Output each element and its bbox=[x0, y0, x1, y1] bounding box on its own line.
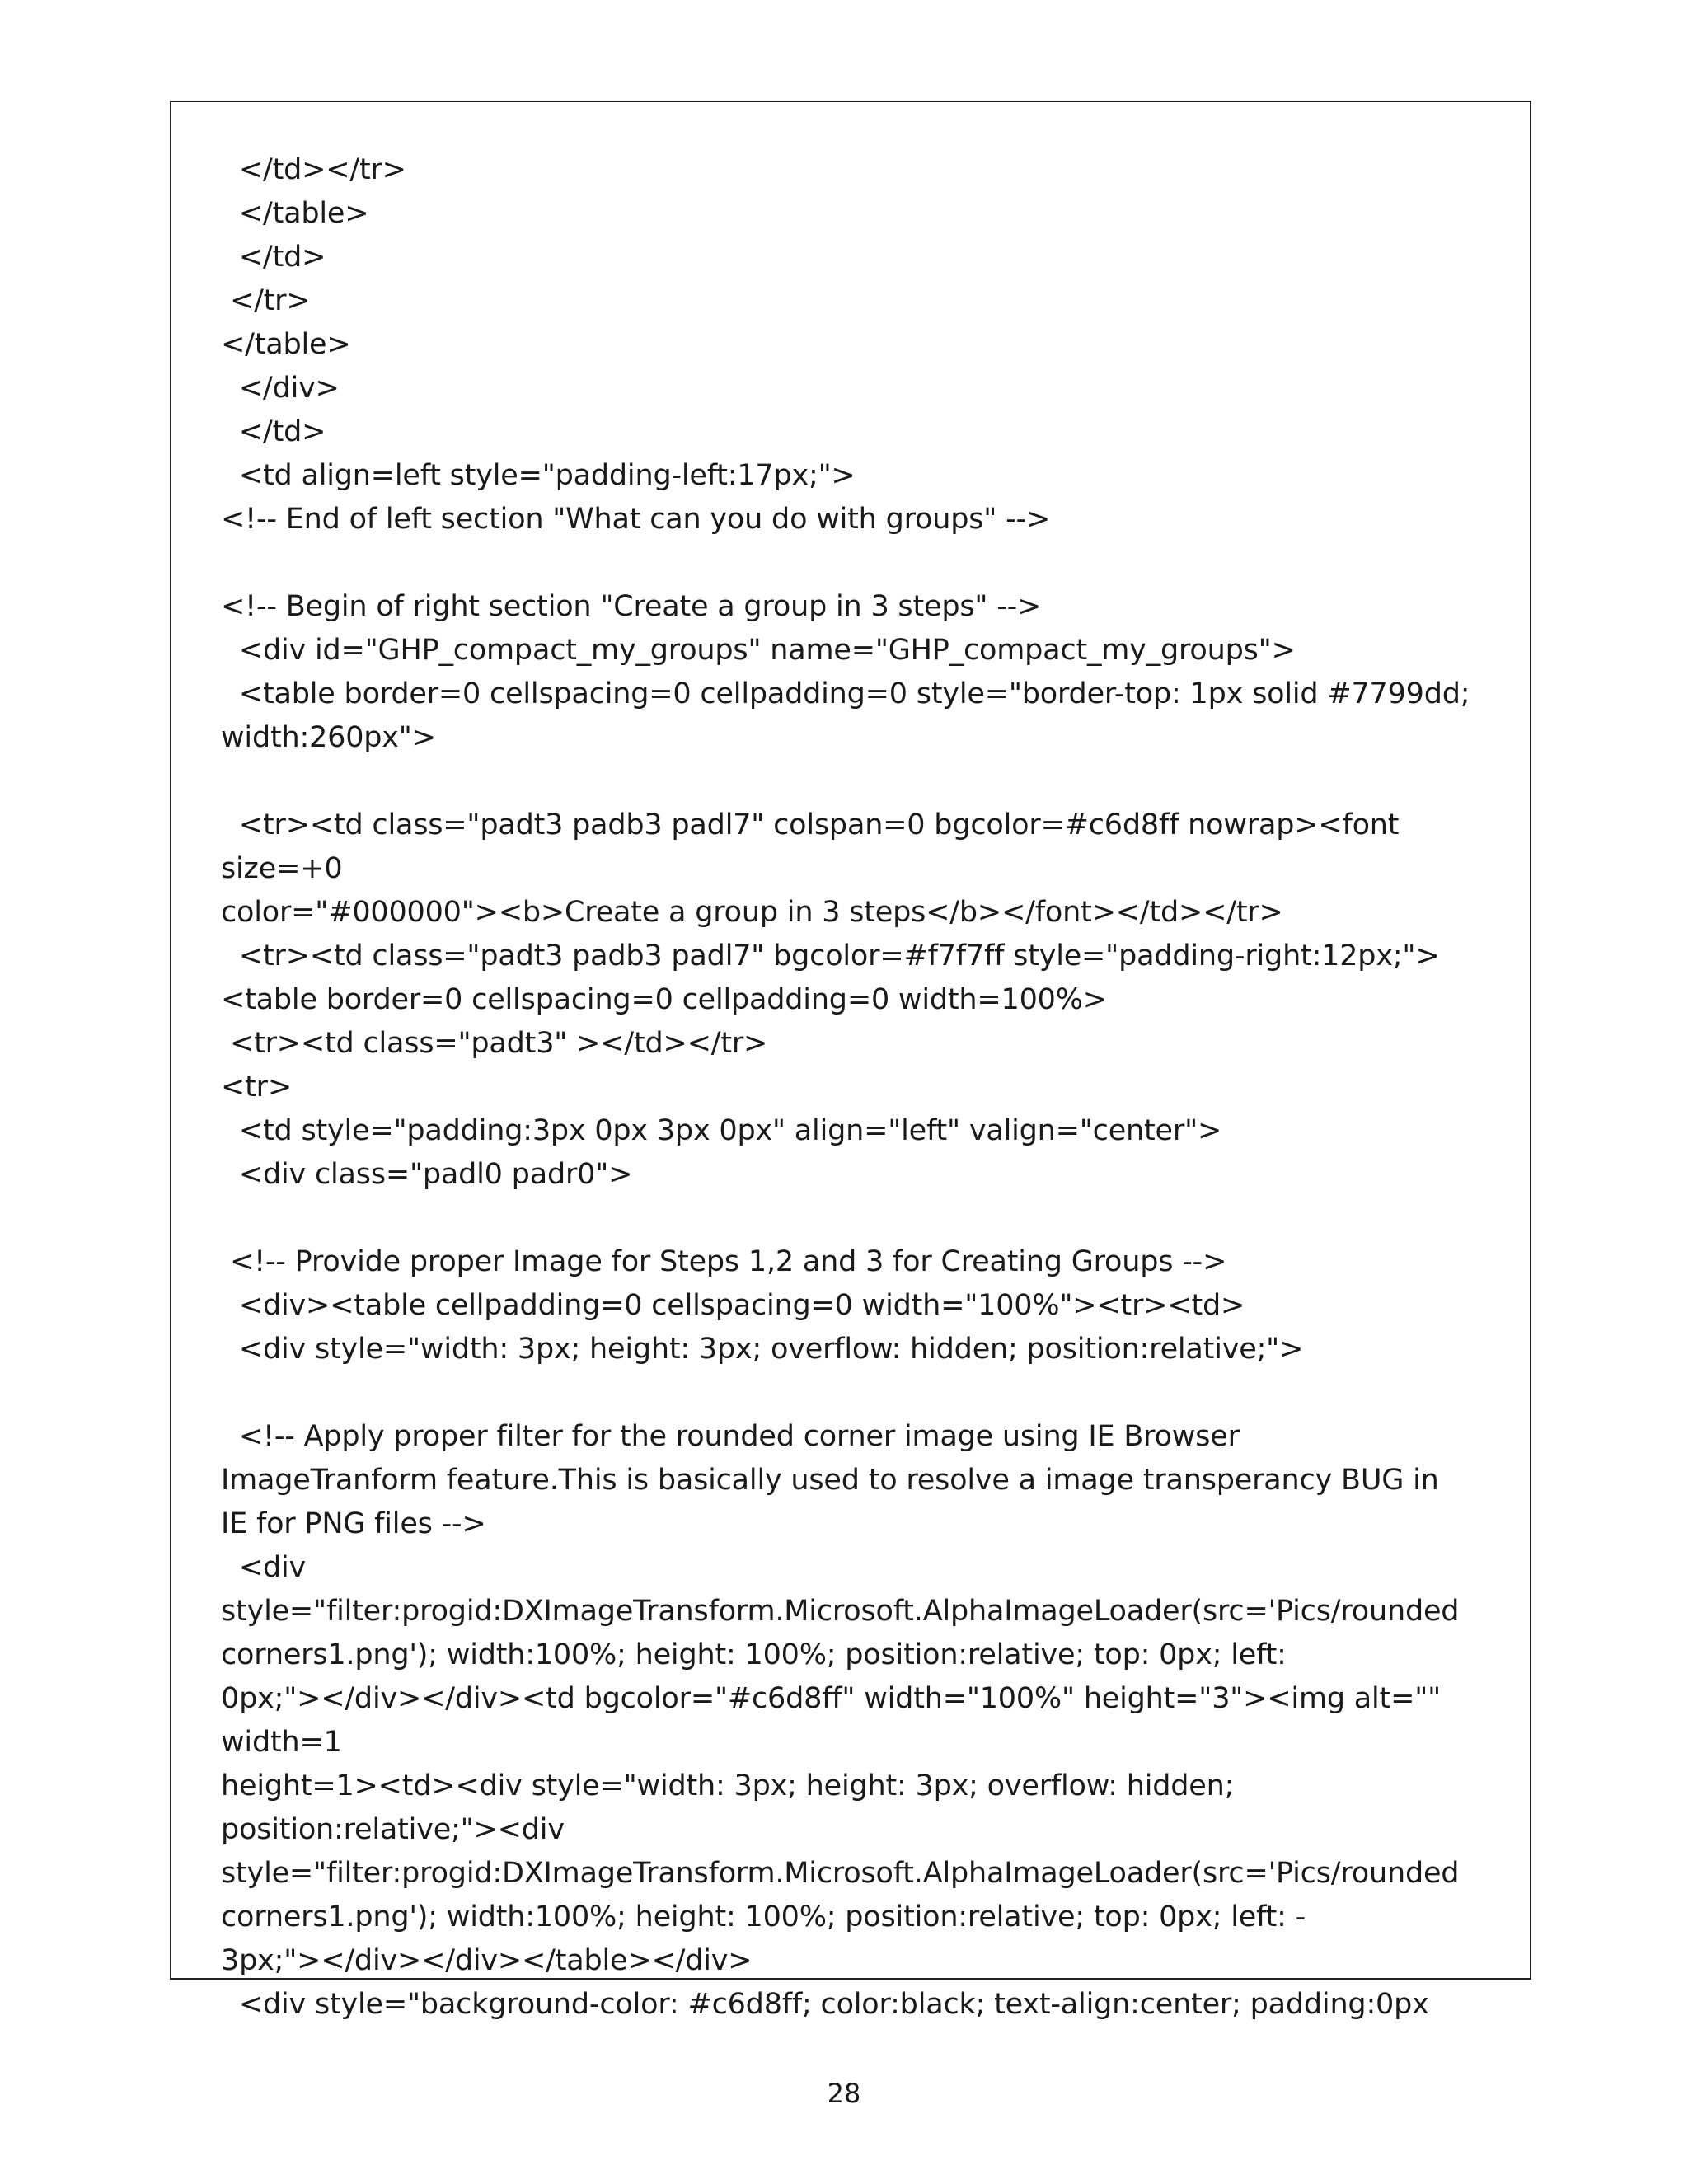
code-line: <div class="padl0 padr0"> bbox=[221, 1158, 633, 1191]
code-line: <div style="background-color: #c6d8ff; color:black; text-align:center; padding:0px bbox=[221, 1988, 1429, 2021]
code-listing bbox=[221, 148, 1490, 2027]
code-line: corners1.png'); width:100%; height: 100%; position:relative; top: 0px; left: bbox=[221, 1638, 1287, 1671]
code-line: <tr> bbox=[221, 1071, 292, 1104]
code-line: IE for PNG files --> bbox=[221, 1507, 486, 1540]
page-number: 28 bbox=[827, 2078, 861, 2109]
code-line: <!-- Begin of right section "Create a group in 3 steps" --> bbox=[221, 590, 1042, 623]
code-line: style="filter:progid:DXImageTransform.Microsoft.AlphaImageLoader(src='Pics/rounded bbox=[221, 1595, 1460, 1628]
code-line: color="#000000"><b>Create a group in 3 steps</b></font></td></tr> bbox=[221, 896, 1283, 929]
code-line: <table border=0 cellspacing=0 cellpadding=0 width=100%> bbox=[221, 983, 1107, 1016]
code-line: position:relative;"><div bbox=[221, 1813, 565, 1846]
code-line: </td></tr> bbox=[221, 153, 406, 186]
code-line: ImageTranform feature.This is basically used to resolve a image transperancy BUG in bbox=[221, 1464, 1439, 1497]
code-line: <tr><td class="padt3 padb3 padl7" colspan=0 bgcolor=#c6d8ff nowrap><font size=+0 bbox=[221, 808, 1409, 885]
code-line: width:260px"> bbox=[221, 721, 436, 754]
code-line: 3px;"></div></div></table></div> bbox=[221, 1944, 753, 1977]
code-line: <div id="GHP_compact_my_groups" name="GHP_compact_my_groups"> bbox=[221, 634, 1296, 667]
code-line: <div><table cellpadding=0 cellspacing=0 width="100%"><tr><td> bbox=[221, 1289, 1245, 1322]
code-line: </div> bbox=[221, 372, 340, 405]
code-line-blank bbox=[221, 1371, 1490, 1415]
code-line: </tr> bbox=[221, 284, 311, 317]
code-line: <tr><td class="padt3 padb3 padl7" bgcolor=#f7f7ff style="padding-right:12px;"> bbox=[221, 940, 1440, 972]
code-line: </td> bbox=[221, 415, 326, 448]
code-line: <td align=left style="padding-left:17px;"> bbox=[221, 459, 856, 492]
code-line: 0px;"></div></div><td bgcolor="#c6d8ff" width="100%" height="3"><img alt="" width=1 bbox=[221, 1682, 1450, 1759]
code-line: <tr><td class="padt3" ></td></tr> bbox=[221, 1027, 768, 1060]
code-line: height=1><td><div style="width: 3px; height: 3px; overflow: hidden; bbox=[221, 1769, 1235, 1802]
code-line: </table> bbox=[221, 328, 351, 361]
code-line: corners1.png'); width:100%; height: 100%; position:relative; top: 0px; left: - bbox=[221, 1900, 1306, 1933]
code-line-blank bbox=[221, 1197, 1490, 1240]
code-line: <!-- End of left section "What can you do with groups" --> bbox=[221, 503, 1051, 536]
code-line: <td style="padding:3px 0px 3px 0px" align="left" valign="center"> bbox=[221, 1114, 1222, 1147]
code-line: </table> bbox=[221, 197, 369, 230]
code-line-blank bbox=[221, 760, 1490, 804]
code-line: <div style="width: 3px; height: 3px; overflow: hidden; position:relative;"> bbox=[221, 1333, 1304, 1366]
code-line: <div bbox=[221, 1551, 307, 1584]
code-line: <!-- Provide proper Image for Steps 1,2 and 3 for Creating Groups --> bbox=[221, 1245, 1227, 1278]
code-line: style="filter:progid:DXImageTransform.Microsoft.AlphaImageLoader(src='Pics/rounded bbox=[221, 1857, 1460, 1890]
code-line: </td> bbox=[221, 241, 326, 274]
code-line: <table border=0 cellspacing=0 cellpadding=0 style="border-top: 1px solid #7799dd; bbox=[221, 677, 1470, 710]
code-line: <!-- Apply proper filter for the rounded corner image using IE Browser bbox=[221, 1420, 1240, 1453]
code-line-blank bbox=[221, 541, 1490, 585]
